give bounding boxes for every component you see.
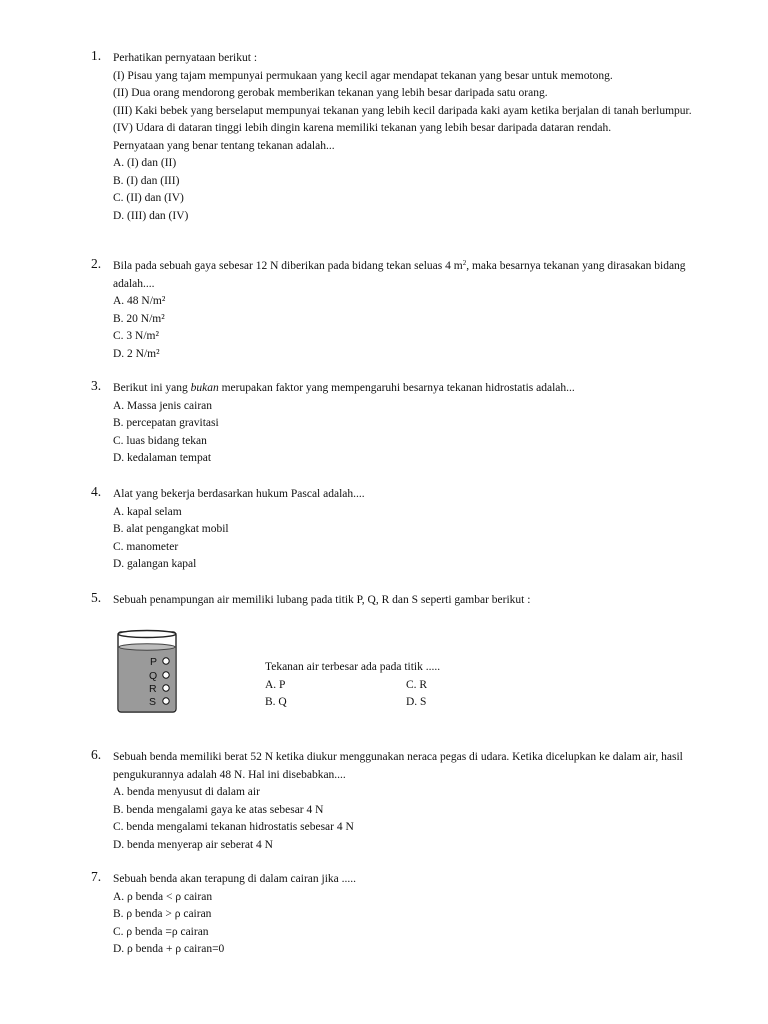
question-stem — [113, 258, 713, 293]
question-body — [113, 486, 723, 574]
option-b: B. Q — [265, 696, 287, 708]
option-b: B. (I) dan (III) — [113, 174, 180, 187]
option-d: D. benda menyerap air seberat 4 N — [113, 838, 273, 851]
question-number: 2. — [91, 256, 102, 271]
option-a: A. (I) dan (II) — [113, 157, 177, 169]
option-d: D. galangan kapal — [113, 558, 197, 570]
option-c: C. benda mengalami tekanan hidrostatis sebesar 4 N — [113, 821, 354, 833]
option-b: B. alat pengangkat mobil — [113, 523, 229, 535]
option-d: D. ρ benda + ρ cairan=0 — [113, 943, 225, 955]
stem-text: , maka besarnya tekanan yang dirasakan bidang adalah.... — [113, 260, 686, 290]
question-prompt: Pernyataan yang benar tentang tekanan adalah... — [113, 139, 335, 152]
stem-text: Bila pada sebuah gaya sebesar 12 N diberikan pada bidang tekan seluas 4 m — [113, 260, 463, 272]
option-d: D. S — [406, 696, 427, 708]
question-stem: Sebuah benda akan terapung di dalam cairan jika ..... — [113, 873, 357, 885]
option-b: B. benda mengalami gaya ke atas sebesar 4 N — [113, 803, 324, 816]
option-c: C. 3 N/m² — [113, 330, 159, 342]
stem-text: merupakan faktor yang mempengaruhi besarnya tekanan hidrostatis adalah... — [218, 382, 575, 394]
option-c: C. R — [406, 678, 428, 691]
question-number: 6. — [91, 747, 102, 762]
question-prompt-row — [265, 659, 525, 677]
question-number: 4. — [91, 484, 102, 499]
option-c: C. luas bidang tekan — [113, 434, 207, 447]
hole-s — [163, 698, 169, 704]
hole-q — [163, 672, 169, 678]
container-rim — [118, 631, 176, 638]
water-container-figure — [117, 628, 179, 714]
question-body — [113, 871, 723, 959]
statement: (IV) Udara di dataran tinggi lebih dingin karena memiliki tekanan yang lebih besar daripada dataran rendah. — [113, 122, 612, 134]
options-row — [265, 694, 525, 712]
option-d: D. kedalaman tempat — [113, 452, 212, 464]
option-c: C. ρ benda =ρ cairan — [113, 925, 209, 938]
option-a: A. P — [265, 678, 286, 691]
question-stem: Sebuah benda memiliki berat 52 N ketika diukur menggunakan neraca pegas di udara. Ketika dicelupkan ke dalam air, hasil pengukurannya adalah 48 N. Hal ini disebabkan.... — [113, 751, 683, 781]
question-number: 5. — [91, 590, 102, 605]
option-d: D. 2 N/m² — [113, 347, 160, 360]
option-c: C. manometer — [113, 540, 179, 553]
label-r: R — [149, 683, 157, 695]
label-p: P — [150, 656, 158, 668]
superscript: 2 — [462, 259, 467, 267]
question-number: 1. — [91, 48, 102, 63]
option-a: A. 48 N/m² — [113, 295, 166, 307]
option-b: B. ρ benda > ρ cairan — [113, 908, 212, 920]
water-surface — [119, 644, 175, 650]
question-body — [113, 749, 713, 854]
option-a: A. benda menyusut di dalam air — [113, 786, 260, 798]
stem-emphasis: bukan — [190, 382, 219, 394]
option-b: B. 20 N/m² — [113, 312, 165, 325]
statement: (I) Pisau yang tajam mempunyai permukaan yang kecil agar mendapat tekanan yang besar untuk memotong. — [113, 69, 613, 82]
question-number: 3. — [91, 378, 102, 393]
label-s: S — [149, 696, 157, 708]
question-stem: Sebuah penampungan air memiliki lubang pada titik P, Q, R dan S seperti gambar berikut : — [113, 594, 531, 606]
question-body — [113, 592, 723, 610]
option-a: A. Massa jenis cairan — [113, 399, 212, 412]
question-stem: Alat yang bekerja berdasarkan hukum Pascal adalah.... — [113, 488, 365, 500]
statement: (II) Dua orang mendorong gerobak memberikan tekanan yang lebih besar daripada satu orang. — [113, 87, 548, 99]
question-number: 7. — [91, 869, 102, 884]
statement: (III) Kaki bebek yang berselaput mempunyai tekanan yang lebih kecil daripada kaki ayam ketika berjalan di tanah berlumpur. — [113, 104, 692, 117]
question-body — [113, 258, 713, 363]
question-body — [113, 50, 723, 225]
option-a: A. kapal selam — [113, 505, 182, 518]
label-q: Q — [149, 670, 158, 682]
option-a: A. ρ benda < ρ cairan — [113, 890, 213, 903]
question-5-answers — [265, 659, 525, 712]
hole-r — [163, 685, 169, 691]
option-d: D. (III) dan (IV) — [113, 209, 189, 222]
option-b: B. percepatan gravitasi — [113, 417, 219, 429]
stem-text: Berikut ini yang — [113, 382, 191, 394]
options-row — [265, 677, 525, 695]
question-body — [113, 380, 723, 468]
question-stem: Perhatikan pernyataan berikut : — [113, 52, 258, 64]
question-stem — [113, 380, 723, 398]
question-prompt: Tekanan air terbesar ada pada titik ..... — [265, 661, 441, 673]
option-c: C. (II) dan (IV) — [113, 192, 184, 204]
hole-p — [163, 658, 169, 664]
